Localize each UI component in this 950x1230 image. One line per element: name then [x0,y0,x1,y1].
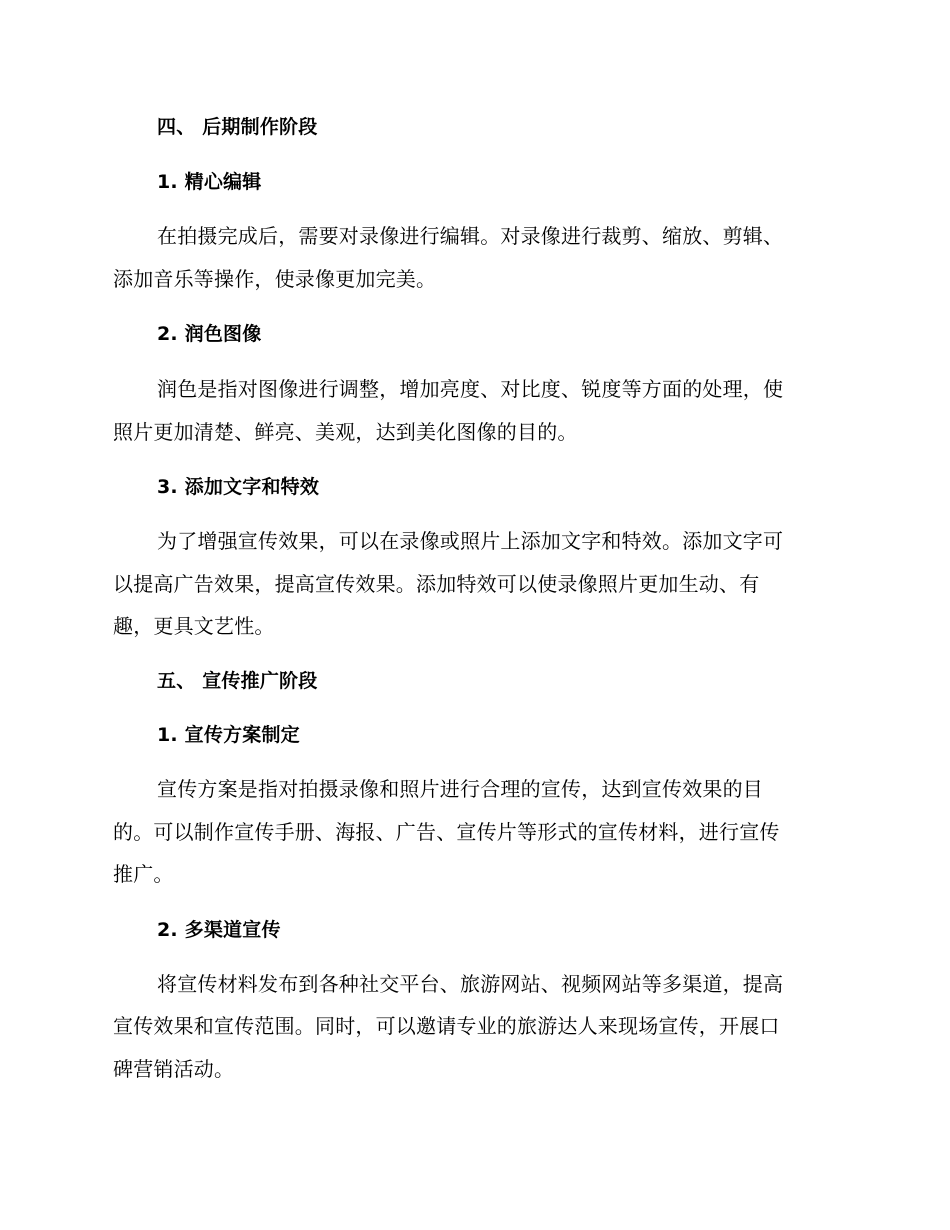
paragraph-line: 在拍摄完成后，需要对录像进行编辑。对录像进行裁剪、缩放、剪辑、 [157,224,784,248]
paragraph-line: 趣，更具文艺性。 [113,614,275,638]
paragraph-line: 的。可以制作宣传手册、海报、广告、宣传片等形式的宣传材料，进行宣传 [113,820,780,844]
subheading-text-and-effects: 3. 添加文字和特效 [157,476,320,498]
paragraph-line: 宣传方案是指对拍摄录像和照片进行合理的宣传，达到宣传效果的目 [157,777,763,801]
paragraph-line: 为了增强宣传效果，可以在录像或照片上添加文字和特效。添加文字可 [157,529,784,553]
subheading-promotion-plan: 1. 宣传方案制定 [157,724,300,746]
paragraph-line: 将宣传材料发布到各种社交平台、旅游网站、视频网站等多渠道，提高 [157,972,784,996]
section-heading-promotion: 五、 宣传推广阶段 [157,670,318,692]
paragraph-line: 以提高广告效果，提高宣传效果。添加特效可以使录像照片更加生动、有 [113,572,760,596]
paragraph-line: 润色是指对图像进行调整，增加亮度、对比度、锐度等方面的处理，使 [157,377,784,401]
subheading-multichannel-promotion: 2. 多渠道宣传 [157,919,281,941]
subheading-image-retouching: 2. 润色图像 [157,323,262,345]
paragraph-line: 宣传效果和宣传范围。同时，可以邀请专业的旅游达人来现场宣传，开展口 [113,1014,780,1038]
paragraph-line: 添加音乐等操作，使录像更加完美。 [113,267,437,291]
paragraph-line: 照片更加清楚、鲜亮、美观，达到美化图像的目的。 [113,420,578,444]
paragraph-line: 推广。 [113,862,174,886]
paragraph-line: 碑营销活动。 [113,1057,235,1081]
section-heading-post-production: 四、 后期制作阶段 [157,116,318,138]
subheading-careful-editing: 1. 精心编辑 [157,171,262,193]
